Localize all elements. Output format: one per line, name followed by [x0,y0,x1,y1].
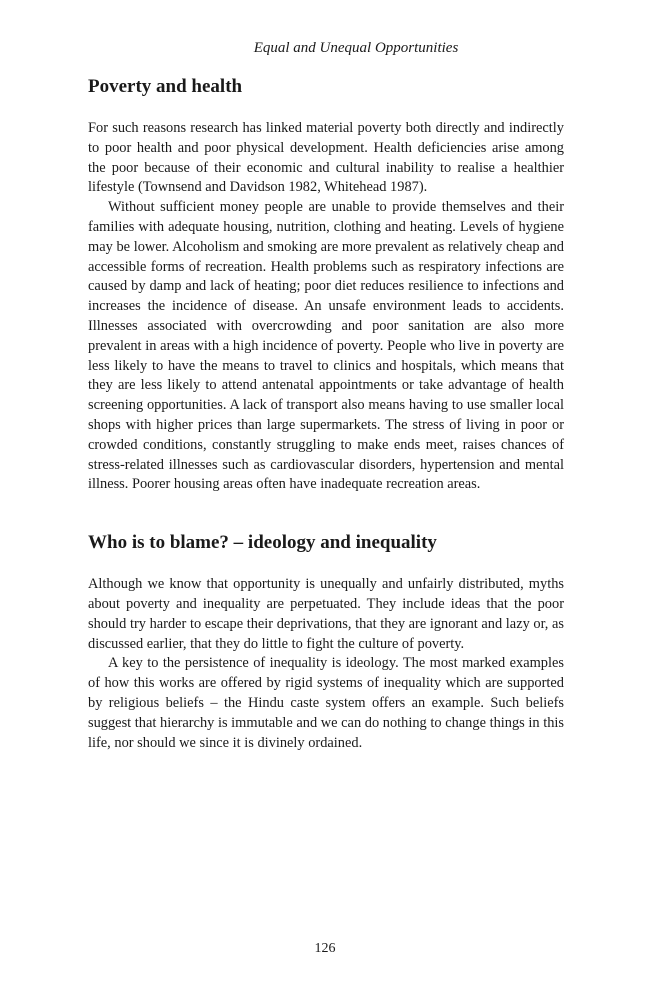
section-heading-who-is-to-blame: Who is to blame? – ideology and inequality [88,532,437,554]
page-number: 126 [314,941,336,956]
paragraph: Although we know that opportunity is unequally and unfairly distributed, myths about poverty and inequality are perpetuated. They include ideas that the poor should try harder to escape their deprivations, that they are ignorant and lazy or, as discussed earlier, that they do little to fight the culture of poverty. [88,576,564,652]
running-head: Equal and Unequal Opportunities [253,40,459,56]
paragraph: A key to the persistence of inequality is ideology. The most marked examples of how this works are offered by rigid systems of inequality which are supported by religious beliefs – the Hindu caste system offers an example. Such beliefs suggest that hierarchy is immutable and we can do nothing to change things in this life, nor should we since it is divinely ordained. [88,655,564,751]
section-heading-poverty-health: Poverty and health [88,76,243,97]
paragraph: Without sufficient money people are unable to provide themselves and their families with adequate housing, nutrition, clothing and heating. Levels of hygiene may be lower. Alcoholism and smoking are more prevalent as relatively cheap and accessible forms of recreation. Health problems such as respiratory infections are caused by damp and lack of heating; poor diet reduces resilience to infections and increases the incidence of disease. An unsafe environment leads to accidents. Illnesses associated with overcrowding and poor sanitation are also more prevalent in areas with a high incidence of poverty. People who live in poverty are less likely to have the means to travel to clinics and hospitals, which means that they are less likely to attend antenatal appointments or take advantage of health screening opportunities. A lack of transport also means having to use smaller local shops with higher prices than large supermarkets. The stress of living in poor or crowded conditions, constantly struggling to make ends meet, raises chances of stress-related illnesses such as cardiovascular disorders, hypertension and mental illness. Poorer housing areas often have inadequate recreation areas. [88,199,564,493]
paragraph: For such reasons research has linked material poverty both directly and indirectly to poor health and poor physical development. Health deficiencies arise among the poor because of their economic and cultural inability to realise a healthier lifestyle (Townsend and Davidson 1982, Whitehead 1987). [88,120,564,196]
page-content [88,40,564,753]
